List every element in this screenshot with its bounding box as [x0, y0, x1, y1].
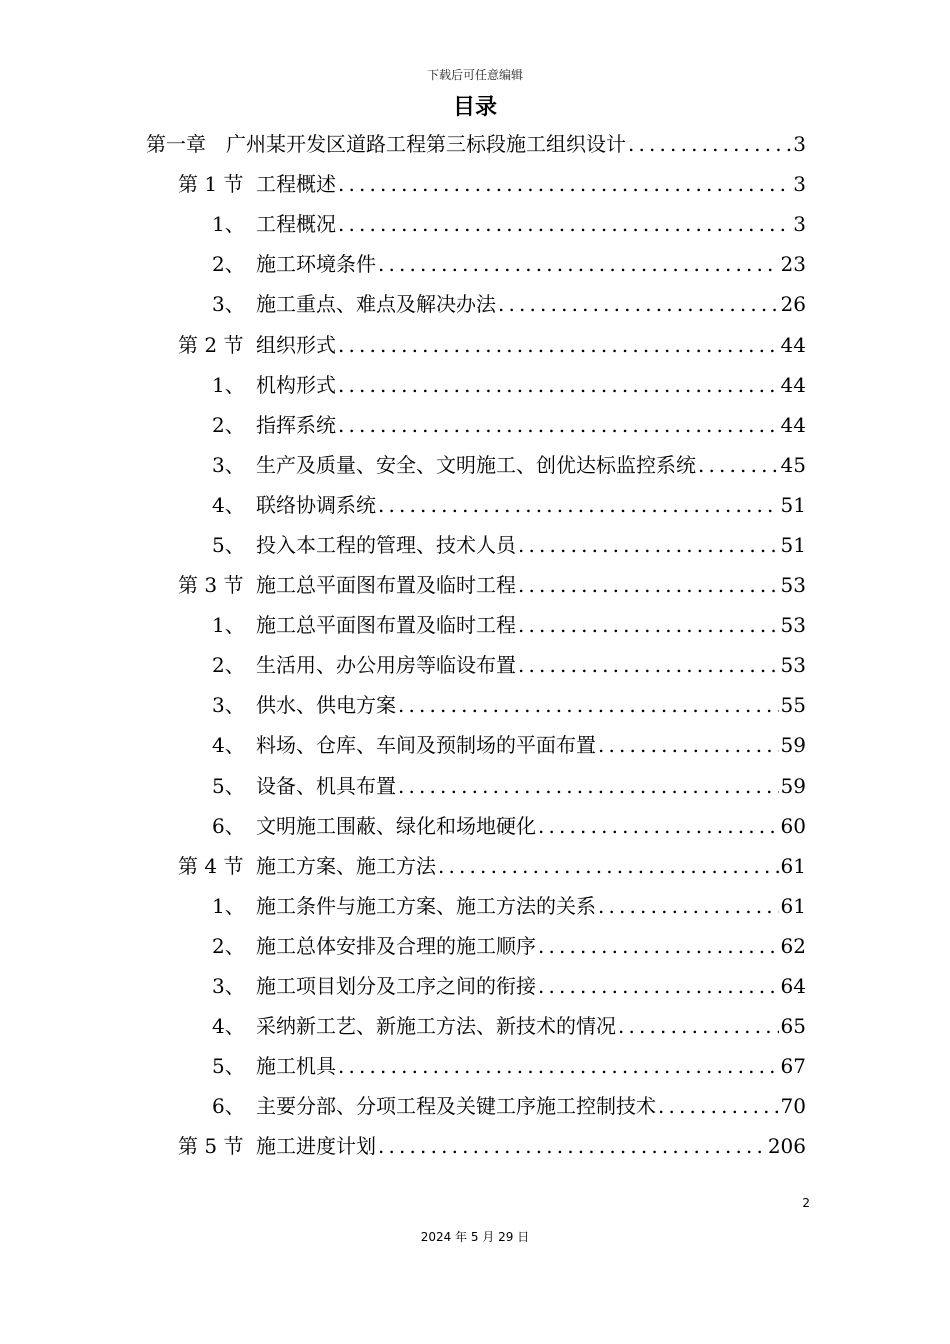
dot-leader	[658, 1096, 779, 1116]
dot-leader	[518, 615, 779, 635]
toc-entry-label: 生活用、办公用房等临设布置	[256, 653, 516, 678]
toc-entry-number: 4、	[212, 492, 245, 517]
toc-entry-number: 1、	[212, 212, 245, 237]
toc-entry-number: 第一章	[146, 132, 206, 157]
toc-entry-page: 67	[780, 1054, 806, 1079]
toc-entry-item[interactable]	[0, 1046, 950, 1086]
toc-entry-item[interactable]	[0, 766, 950, 806]
toc-title: 目录	[452, 95, 497, 120]
toc-entry-number: 5、	[212, 532, 245, 557]
toc-entry-page: 61	[780, 893, 806, 918]
toc-entry-page: 62	[780, 933, 806, 958]
toc-entry-page: 3	[793, 212, 806, 237]
toc-entry-page: 3	[793, 132, 806, 157]
toc-entry-number: 1、	[212, 613, 245, 638]
toc-entry-page: 51	[780, 532, 806, 557]
toc-entry-section-2[interactable]	[0, 324, 950, 364]
page-number: 2	[802, 1196, 810, 1210]
toc-entry-item[interactable]	[0, 926, 950, 966]
toc-entry-label: 施工项目划分及工序之间的衔接	[256, 974, 536, 999]
toc-entry-label: 施工机具	[256, 1054, 336, 1079]
dot-leader	[598, 735, 779, 755]
toc-entry-label: 施工环境条件	[256, 252, 376, 277]
dot-leader	[398, 695, 779, 715]
toc-entry-page: 59	[780, 733, 806, 758]
dot-leader	[398, 776, 779, 796]
toc-entry-label: 供水、供电方案	[256, 693, 396, 718]
toc-entry-number: 3、	[212, 452, 245, 477]
dot-leader	[538, 976, 779, 996]
toc-entry-label: 施工总平面图布置及临时工程	[256, 613, 516, 638]
dot-leader	[538, 936, 779, 956]
toc-entry-number: 1、	[212, 372, 245, 397]
dot-leader	[378, 495, 779, 515]
dot-leader	[498, 294, 779, 314]
dot-leader	[518, 655, 779, 675]
toc-entry-page: 53	[780, 653, 806, 678]
toc-entry-section-1[interactable]	[0, 164, 950, 204]
toc-entry-page: 53	[780, 573, 806, 598]
dot-leader	[518, 535, 779, 555]
toc-entry-page: 61	[780, 853, 806, 878]
toc-entry-label: 工程概述	[256, 172, 336, 197]
toc-entry-item[interactable]	[0, 405, 950, 445]
toc-entry-number: 4、	[212, 733, 245, 758]
toc-entry-page: 55	[780, 693, 806, 718]
toc-entry-item[interactable]	[0, 445, 950, 485]
toc-entry-number: 4、	[212, 1014, 245, 1039]
toc-entry-page: 53	[780, 613, 806, 638]
toc-entry-number: 3、	[212, 974, 245, 999]
toc-entry-number: 5、	[212, 1054, 245, 1079]
toc-entry-label: 施工条件与施工方案、施工方法的关系	[256, 893, 596, 918]
toc-entry-page: 70	[780, 1094, 806, 1119]
toc-entry-page: 60	[780, 813, 806, 838]
table-of-contents	[0, 124, 950, 1166]
dot-leader	[698, 455, 779, 475]
dot-leader	[338, 335, 779, 355]
toc-entry-item[interactable]	[0, 725, 950, 765]
toc-entry-label: 指挥系统	[256, 412, 336, 437]
toc-entry-number: 5、	[212, 773, 245, 798]
toc-entry-label: 料场、仓库、车间及预制场的平面布置	[256, 733, 596, 758]
dot-leader	[378, 254, 779, 274]
dot-leader	[378, 1136, 766, 1156]
toc-entry-label: 联络协调系统	[256, 492, 376, 517]
toc-entry-item[interactable]	[0, 1006, 950, 1046]
toc-entry-number: 2、	[212, 653, 245, 678]
dot-leader	[338, 214, 791, 234]
toc-entry-label: 主要分部、分项工程及关键工序施工控制技术	[256, 1094, 656, 1119]
toc-entry-label: 施工总体安排及合理的施工顺序	[256, 933, 536, 958]
dot-leader	[338, 415, 779, 435]
dot-leader	[438, 856, 779, 876]
header-note: 下载后可任意编辑	[426, 68, 523, 82]
dot-leader	[598, 896, 779, 916]
toc-entry-section-5[interactable]	[0, 1126, 950, 1166]
toc-entry-number: 第 4 节	[178, 853, 244, 878]
toc-entry-item[interactable]	[0, 485, 950, 525]
toc-entry-label: 施工进度计划	[256, 1134, 376, 1159]
toc-entry-page: 44	[780, 372, 806, 397]
toc-entry-label: 采纳新工艺、新施工方法、新技术的情况	[256, 1014, 616, 1039]
toc-entry-page: 3	[793, 172, 806, 197]
dot-leader	[618, 1016, 779, 1036]
toc-entry-item[interactable]	[0, 525, 950, 565]
toc-entry-number: 1、	[212, 893, 245, 918]
toc-entry-page: 23	[780, 252, 806, 277]
toc-entry-label: 工程概况	[256, 212, 336, 237]
toc-entry-label: 机构形式	[256, 372, 336, 397]
toc-entry-number: 第 5 节	[178, 1134, 244, 1159]
toc-entry-item[interactable]	[0, 645, 950, 685]
toc-entry-section-4[interactable]	[0, 846, 950, 886]
toc-entry-label: 文明施工围蔽、绿化和场地硬化	[256, 813, 536, 838]
toc-entry-page: 59	[780, 773, 806, 798]
toc-entry-page: 45	[780, 452, 806, 477]
toc-entry-number: 第 3 节	[178, 573, 244, 598]
toc-entry-number: 3、	[212, 292, 245, 317]
toc-entry-chapter-1[interactable]	[0, 124, 950, 164]
toc-entry-number: 第 2 节	[178, 332, 244, 357]
toc-entry-label: 施工总平面图布置及临时工程	[256, 573, 516, 598]
toc-entry-item[interactable]	[0, 966, 950, 1006]
dot-leader	[338, 174, 791, 194]
toc-entry-page: 26	[780, 292, 806, 317]
toc-entry-item[interactable]	[0, 365, 950, 405]
dot-leader	[338, 1056, 779, 1076]
toc-entry-number: 第 1 节	[178, 172, 244, 197]
toc-entry-label: 设备、机具布置	[256, 773, 396, 798]
toc-entry-page: 206	[767, 1134, 806, 1159]
toc-entry-item[interactable]	[0, 605, 950, 645]
toc-entry-label: 施工重点、难点及解决办法	[256, 292, 496, 317]
toc-entry-number: 2、	[212, 933, 245, 958]
toc-entry-label: 组织形式	[256, 332, 336, 357]
toc-entry-page: 44	[780, 412, 806, 437]
toc-entry-label: 施工方案、施工方法	[256, 853, 436, 878]
toc-entry-item[interactable]	[0, 806, 950, 846]
toc-entry-number: 6、	[212, 813, 245, 838]
toc-entry-section-3[interactable]	[0, 565, 950, 605]
toc-entry-item[interactable]	[0, 886, 950, 926]
toc-entry-number: 3、	[212, 693, 245, 718]
toc-entry-item[interactable]	[0, 284, 950, 324]
toc-entry-label: 生产及质量、安全、文明施工、创优达标监控系统	[256, 452, 696, 477]
dot-leader	[628, 134, 791, 154]
toc-entry-label: 投入本工程的管理、技术人员	[256, 532, 516, 557]
footer-date: 2024 年 5 月 29 日	[420, 1230, 530, 1244]
toc-entry-page: 51	[780, 492, 806, 517]
toc-entry-number: 2、	[212, 252, 245, 277]
toc-entry-page: 64	[780, 974, 806, 999]
toc-entry-number: 2、	[212, 412, 245, 437]
toc-entry-label: 广州某开发区道路工程第三标段施工组织设计	[226, 132, 626, 157]
dot-leader	[338, 375, 779, 395]
toc-entry-page: 65	[780, 1014, 806, 1039]
dot-leader	[518, 575, 779, 595]
toc-entry-number: 6、	[212, 1094, 245, 1119]
toc-entry-item[interactable]	[0, 244, 950, 284]
toc-entry-item[interactable]	[0, 1086, 950, 1126]
toc-entry-item[interactable]	[0, 204, 950, 244]
toc-entry-item[interactable]	[0, 685, 950, 725]
toc-entry-page: 44	[780, 332, 806, 357]
dot-leader	[538, 816, 779, 836]
